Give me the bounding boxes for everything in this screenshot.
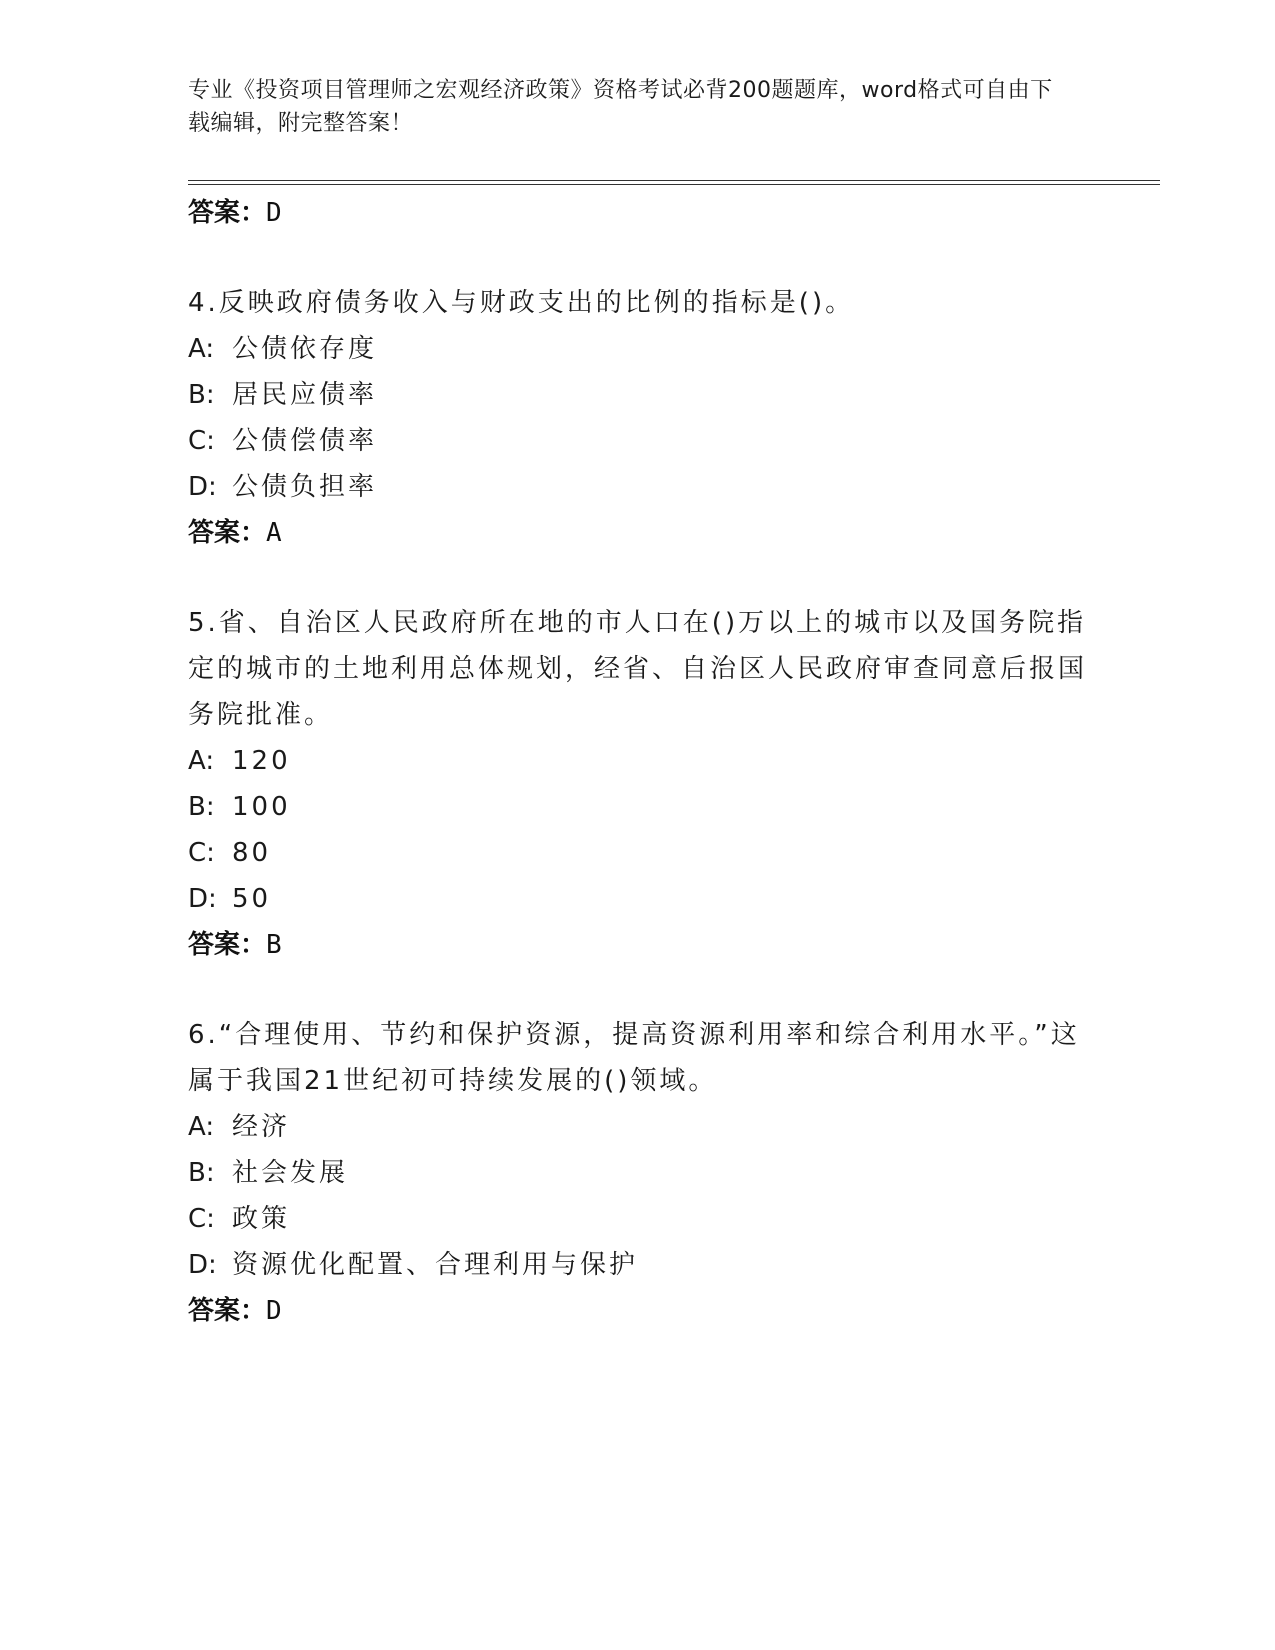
question-list [188,190,1088,1334]
option-text: 政策 [232,1204,291,1234]
option-d [188,464,1088,510]
option-b [188,1150,1088,1196]
answer-value: D [266,1296,282,1326]
answer-label: 答案： [188,1296,267,1326]
question-block [188,280,1088,556]
header-rule-top [188,180,1160,181]
option-text: 居民应债率 [232,380,378,410]
option-key: D: [188,1250,217,1280]
option-text: 50 [232,884,272,914]
answer-line [188,190,1088,236]
option-key: D: [188,472,217,502]
question-block [188,600,1088,968]
question-text: 4.反映政府债务收入与财政支出的比例的指标是()。 [188,288,855,318]
answer-value: D [266,198,282,228]
question-text: 6.“合理使用、节约和保护资源，提高资源利用率和综合利用水平。”这属于我国21世纪初可持续发展的()领域。 [188,1020,1080,1096]
answer-line [188,510,1088,556]
answer-label: 答案： [188,518,267,548]
option-a [188,326,1088,372]
option-key: B: [188,380,215,410]
option-d [188,876,1088,922]
answer-line [188,1288,1088,1334]
option-text: 公债偿债率 [232,426,378,456]
option-c [188,1196,1088,1242]
option-c [188,830,1088,876]
option-a [188,738,1088,784]
option-d [188,1242,1088,1288]
option-key: A: [188,1112,215,1142]
option-text: 公债依存度 [232,334,378,364]
option-text: 80 [232,838,272,868]
answer-label: 答案： [188,930,267,960]
option-b [188,372,1088,418]
header-rule-bottom [188,184,1160,185]
page-header: 专业《投资项目管理师之宏观经济政策》资格考试必背200题题库，word格式可自由下载编辑，附完整答案！ [188,78,1053,136]
option-key: A: [188,746,215,776]
option-key: A: [188,334,215,364]
option-b [188,784,1088,830]
answer-value: B [266,930,282,960]
option-key: B: [188,792,215,822]
question-text: 5.省、自治区人民政府所在地的市人口在()万以上的城市以及国务院指定的城市的土地利用总体规划，经省、自治区人民政府审查同意后报国务院批准。 [188,608,1088,730]
option-key: D: [188,884,217,914]
option-key: C: [188,426,215,456]
option-key: B: [188,1158,215,1188]
question-block [188,1012,1088,1334]
option-text: 100 [232,792,291,822]
option-text: 120 [232,746,291,776]
option-key: C: [188,838,215,868]
option-a [188,1104,1088,1150]
option-c [188,418,1088,464]
option-text: 经济 [232,1112,291,1142]
answer-value: A [266,518,282,548]
option-text: 公债负担率 [232,472,378,502]
answer-line [188,922,1088,968]
option-text: 社会发展 [232,1158,349,1188]
option-text: 资源优化配置、合理利用与保护 [232,1250,639,1280]
option-key: C: [188,1204,215,1234]
answer-label: 答案： [188,198,267,228]
